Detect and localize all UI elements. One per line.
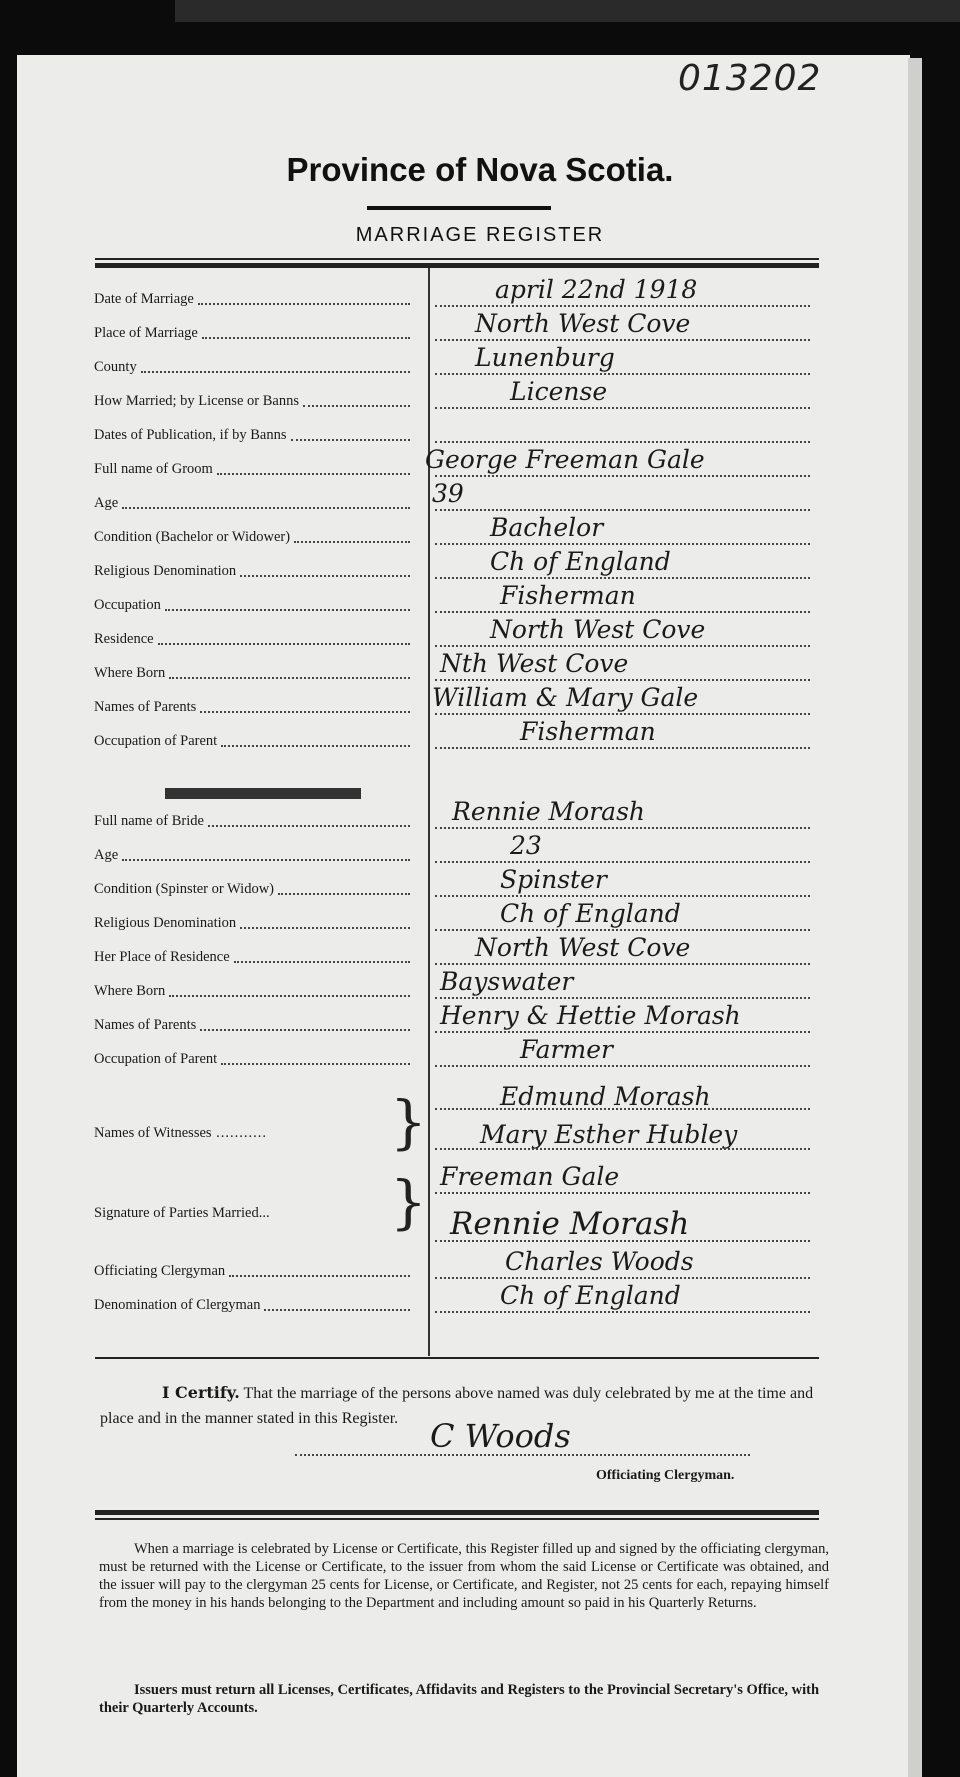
groom-value-line-10	[435, 645, 810, 647]
witnesses-brace: }	[390, 1088, 427, 1156]
bride-value-1: 23	[510, 831, 542, 860]
column-divider	[428, 268, 430, 1356]
groom-label-leader-11	[169, 677, 410, 679]
bride-label-leader-0	[208, 825, 410, 827]
groom-label-0: Date of Marriage	[94, 291, 194, 307]
certification-signature: C Woods	[430, 1417, 571, 1455]
certification-signature-label: Officiating Clergyman.	[596, 1468, 735, 1483]
groom-value-line-4	[435, 441, 810, 443]
groom-label-leader-6	[122, 507, 410, 509]
bride-value-7: Farmer	[520, 1035, 613, 1064]
groom-value-line-9	[435, 611, 810, 613]
groom-label-leader-4	[291, 439, 410, 441]
document-subtitle: MARRIAGE REGISTER	[355, 224, 605, 246]
witness-2-value: Mary Esther Hubley	[480, 1120, 738, 1149]
groom-value-2: Lunenburg	[475, 343, 615, 372]
groom-value-6: 39	[432, 479, 464, 508]
witness-1-line	[435, 1108, 810, 1110]
bride-value-line-7	[435, 1065, 810, 1067]
groom-value-10: North West Cove	[490, 615, 706, 644]
groom-value-8: Ch of England	[490, 547, 671, 576]
groom-label-leader-2	[141, 371, 410, 373]
bride-label-leader-6	[200, 1029, 410, 1031]
bride-value-2: Spinster	[500, 865, 607, 894]
bride-value-line-2	[435, 895, 810, 897]
groom-label-leader-10	[158, 643, 410, 645]
signatures-label: Signature of Parties Married...	[94, 1205, 270, 1221]
witnesses-label: Names of Witnesses ...........	[94, 1125, 268, 1141]
groom-value-12: William & Mary Gale	[432, 683, 699, 712]
bride-label-leader-7	[221, 1063, 410, 1065]
bride-value-line-0	[435, 827, 810, 829]
bride-label-5: Where Born	[94, 983, 166, 999]
bride-value-4: North West Cove	[475, 933, 691, 962]
groom-label-leader-5	[217, 473, 410, 475]
groom-value-9: Fisherman	[500, 581, 636, 610]
groom-label-7: Condition (Bachelor or Widower)	[94, 529, 291, 545]
groom-label-leader-12	[200, 711, 410, 713]
bride-label-leader-1	[122, 859, 410, 861]
issuer-notice: Issuers must return all Licenses, Certificates, Affidavits and Registers to the Provincial Secretary's Office, with their Quarterly Accounts.	[99, 1682, 820, 1716]
clergy-label-leader-1	[264, 1309, 410, 1311]
groom-label-leader-3	[303, 405, 410, 407]
bride-label-6: Names of Parents	[94, 1017, 197, 1033]
witness-1-value: Edmund Morash	[500, 1082, 711, 1111]
bride-value-6: Henry & Hettie Morash	[440, 1001, 741, 1030]
bride-label-7: Occupation of Parent	[94, 1051, 218, 1067]
clergy-value-line-0	[435, 1277, 810, 1279]
certification-text: I Certify. That the marriage of the persons above named was duly celebrated by me at the time and place and in the manner stated in this Register.	[100, 1383, 814, 1427]
bride-label-2: Condition (Spinster or Widow)	[94, 881, 274, 897]
footer-rule-bottom	[95, 1518, 819, 1520]
bride-label-leader-5	[169, 995, 410, 997]
clergy-label-1: Denomination of Clergyman	[94, 1297, 261, 1313]
witness-2-line	[435, 1148, 810, 1150]
bride-value-5: Bayswater	[440, 967, 574, 996]
groom-value-3: License	[510, 377, 608, 406]
groom-value-line-3	[435, 407, 810, 409]
groom-label-10: Residence	[94, 631, 154, 647]
groom-value-line-13	[435, 747, 810, 749]
groom-label-12: Names of Parents	[94, 699, 197, 715]
clergy-value-0: Charles Woods	[505, 1247, 694, 1276]
groom-label-1: Place of Marriage	[94, 325, 198, 341]
bride-value-0: Rennie Morash	[452, 797, 645, 826]
scan-top-strip	[175, 0, 960, 22]
groom-label-8: Religious Denomination	[94, 563, 237, 579]
paper-edge	[908, 58, 922, 1777]
groom-label-9: Occupation	[94, 597, 161, 613]
groom-label-leader-9	[165, 609, 410, 611]
footer-rule-top	[95, 1510, 819, 1515]
bride-value-3: Ch of England	[500, 899, 681, 928]
bride-label-3: Religious Denomination	[94, 915, 237, 931]
signature-groom-value: Freeman Gale	[440, 1162, 620, 1191]
groom-value-line-11	[435, 679, 810, 681]
signatures-brace: }	[390, 1168, 427, 1236]
document-number: 013202	[678, 58, 822, 99]
signature-bride-line	[435, 1240, 810, 1242]
groom-value-0: april 22nd 1918	[495, 275, 698, 304]
groom-label-3: How Married; by License or Banns	[94, 393, 299, 409]
groom-label-leader-13	[221, 745, 410, 747]
groom-label-6: Age	[94, 495, 119, 511]
header-double-rule-top	[95, 258, 819, 260]
groom-label-5: Full name of Groom	[94, 461, 213, 477]
groom-value-line-8	[435, 577, 810, 579]
groom-label-4: Dates of Publication, if by Banns	[94, 427, 287, 443]
bride-value-line-6	[435, 1031, 810, 1033]
certification-signature-line	[295, 1454, 750, 1456]
bride-value-line-3	[435, 929, 810, 931]
groom-label-11: Where Born	[94, 665, 166, 681]
bride-value-line-5	[435, 997, 810, 999]
bride-section-separator	[165, 788, 361, 799]
groom-value-line-0	[435, 305, 810, 307]
groom-label-leader-8	[240, 575, 410, 577]
bride-value-line-1	[435, 861, 810, 863]
return-notice: When a marriage is celebrated by License or Certificate, this Register filled up and signed by the officiating clergyman, must be returned with the License or Certificate, to the issuer from whom the said License or Certificate was obtained, and the issuer will pay to the clergyman 25 cents for License, or Certificate, and Register, not 25 cents for each, repaying himself from the money in his hands belonging to the Department and including amount so paid in his Quarterly Returns.	[99, 1541, 829, 1611]
signature-bride-value: Rennie Morash	[450, 1206, 690, 1242]
groom-value-11: Nth West Cove	[440, 649, 629, 678]
bride-value-line-4	[435, 963, 810, 965]
groom-label-leader-0	[198, 303, 410, 305]
title-rule	[367, 206, 551, 210]
document-title: Province of Nova Scotia.	[286, 151, 674, 188]
groom-label-leader-7	[294, 541, 410, 543]
signature-groom-line	[435, 1192, 810, 1194]
groom-value-line-1	[435, 339, 810, 341]
groom-value-line-7	[435, 543, 810, 545]
bride-label-leader-3	[240, 927, 410, 929]
bride-label-leader-4	[234, 961, 410, 963]
bride-label-0: Full name of Bride	[94, 813, 204, 829]
header-double-rule-bottom	[95, 263, 819, 268]
groom-value-7: Bachelor	[490, 513, 604, 542]
groom-value-line-2	[435, 373, 810, 375]
groom-value-line-12	[435, 713, 810, 715]
groom-value-line-6	[435, 509, 810, 511]
groom-value-13: Fisherman	[520, 717, 656, 746]
groom-value-1: North West Cove	[475, 309, 691, 338]
groom-value-line-5	[435, 475, 810, 477]
groom-label-13: Occupation of Parent	[94, 733, 218, 749]
groom-value-5: George Freeman Gale	[425, 445, 705, 474]
clergy-label-0: Officiating Clergyman	[94, 1263, 226, 1279]
bride-label-4: Her Place of Residence	[94, 949, 230, 965]
bride-label-leader-2	[278, 893, 410, 895]
clergy-value-1: Ch of England	[500, 1281, 681, 1310]
groom-label-2: County	[94, 359, 137, 375]
clergy-label-leader-0	[229, 1275, 410, 1277]
clergy-value-line-1	[435, 1311, 810, 1313]
body-bottom-rule	[95, 1357, 819, 1359]
groom-label-leader-1	[202, 337, 410, 339]
bride-label-1: Age	[94, 847, 119, 863]
